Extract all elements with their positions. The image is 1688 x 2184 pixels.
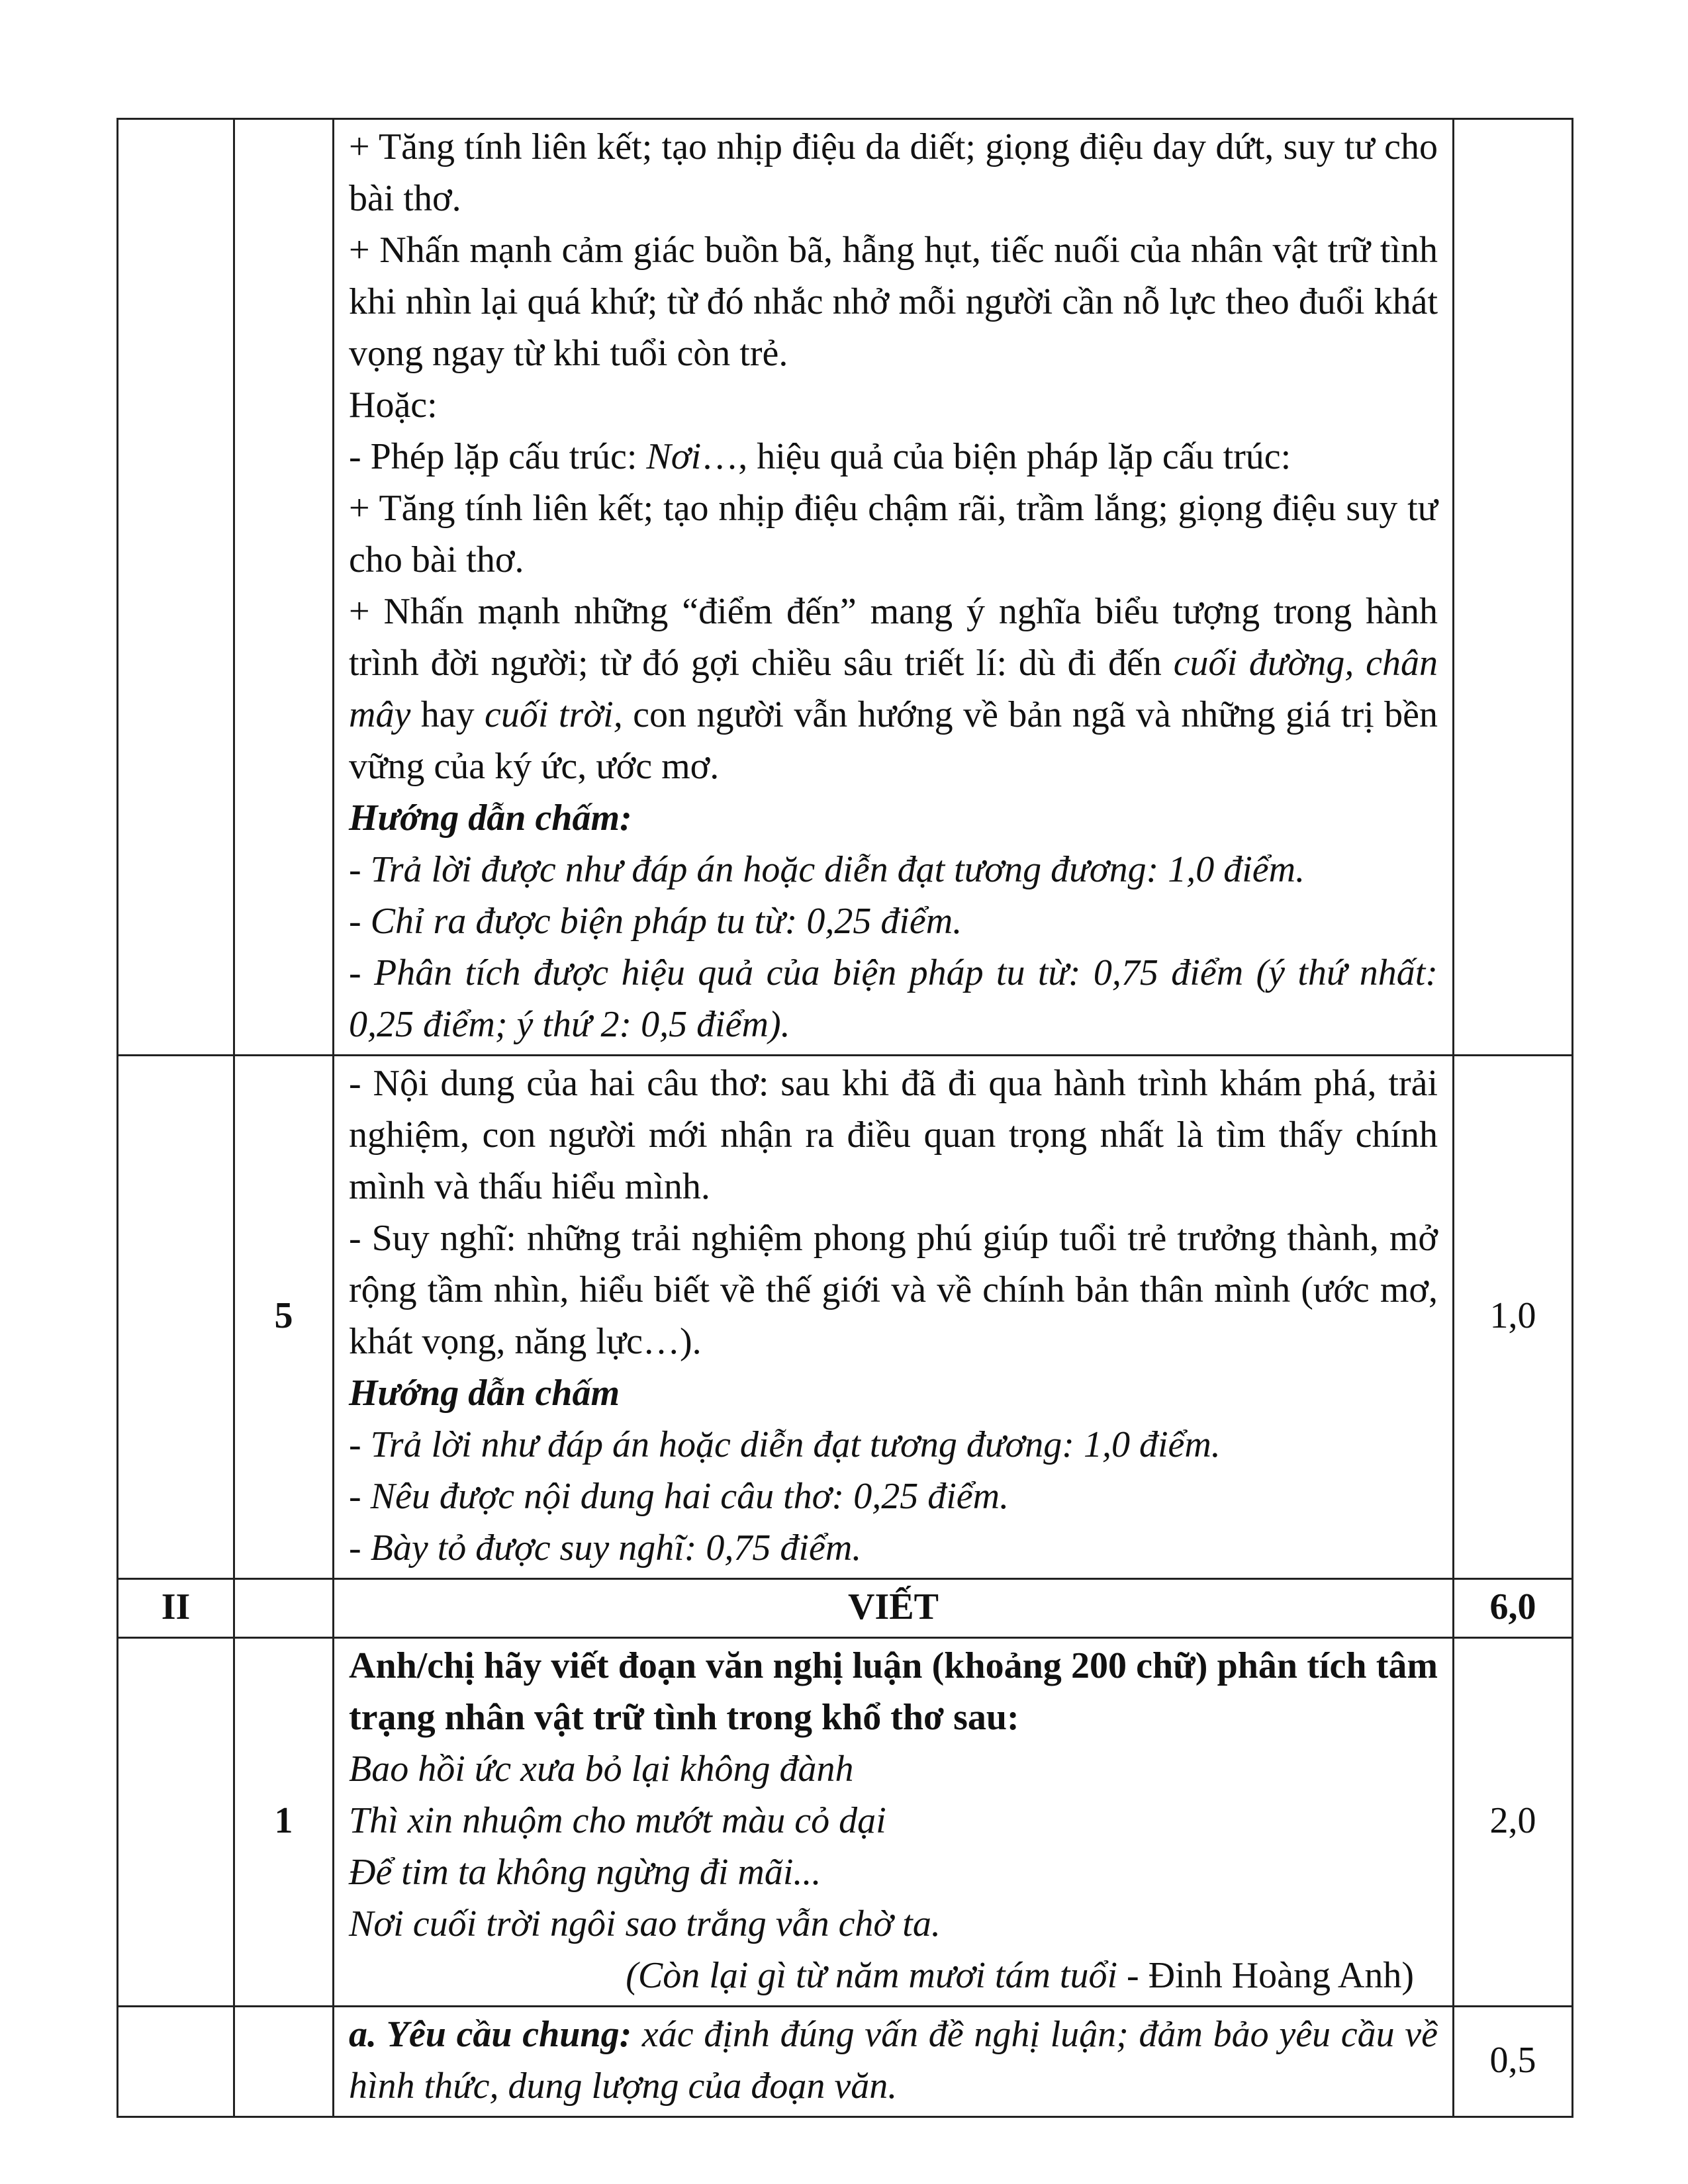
question-number-cell: 1: [234, 1638, 334, 2007]
score-cell: 0,5: [1454, 2007, 1573, 2117]
section-cell: [118, 1056, 234, 1579]
grading-guide-line: - Chỉ ra được biện pháp tu từ: 0,25 điểm.: [349, 901, 962, 942]
text-run: hay: [410, 694, 485, 735]
text-run: con người vẫn hướng về bản ngã và những giá trị bền vững của ký ức, ước mơ.: [349, 694, 1438, 787]
question-number-cell: [234, 1579, 334, 1638]
requirement-cell: [334, 2007, 1454, 2117]
poem-line: Bao hồi ức xưa bỏ lại không đành: [349, 1749, 854, 1790]
grading-guide-line: - Nêu được nội dung hai câu thơ: 0,25 điểm.: [349, 1476, 1009, 1517]
italic-run: Nơi: [646, 436, 702, 477]
section-cell: [118, 119, 234, 1056]
text-run: …, hiệu quả của biện pháp lặp cấu trúc:: [701, 436, 1291, 477]
grading-guide-title: Hướng dẫn chấm:: [349, 797, 632, 839]
text-run: + Nhấn mạnh những “điểm đến” mang ý nghĩa biểu tượng trong hành trình đời người; từ đó gợi chiều sâu triết lí: dù đi đến: [349, 591, 1438, 684]
question-number-cell: 5: [234, 1056, 334, 1579]
answer-line: [349, 431, 1438, 482]
section-title-cell: VIẾT: [334, 1579, 1454, 1638]
table-row: [118, 1056, 1573, 1579]
table-row: [118, 2007, 1573, 2117]
answer-line: - Suy nghĩ: những trải nghiệm phong phú giúp tuổi trẻ trưởng thành, mở rộng tầm nhìn, hiểu biết về thế giới và về chính bản thân mình (ước mơ, khát vọng, năng lực…).: [349, 1218, 1438, 1362]
answer-line: + Tăng tính liên kết; tạo nhịp điệu da diết; giọng điệu day dứt, suy tư cho bài thơ.: [349, 126, 1438, 219]
answer-line: - Nội dung của hai câu thơ: sau khi đã đi qua hành trình khám phá, trải nghiệm, con người mới nhận ra điều quan trọng nhất là tìm thấy chính mình và thấu hiểu mình.: [349, 1063, 1438, 1207]
answer-line: [349, 586, 1438, 792]
score-cell: 6,0: [1454, 1579, 1573, 1638]
score-cell: [1454, 119, 1573, 1056]
grading-guide-line: - Trả lời được như đáp án hoặc diễn đạt tương đương: 1,0 điểm.: [349, 849, 1305, 890]
question-prompt: Anh/chị hãy viết đoạn văn nghị luận (khoảng 200 chữ) phân tích tâm trạng nhân vật trữ tình trong khổ thơ sau:: [349, 1645, 1438, 1738]
text-run: - Phép lặp cấu trúc:: [349, 436, 647, 477]
score-cell: 1,0: [1454, 1056, 1573, 1579]
italic-run: cuối đường, chân mây: [349, 643, 1438, 735]
answer-content-cell: [334, 119, 1454, 1056]
answer-content-cell: [334, 1056, 1454, 1579]
section-cell: II: [118, 1579, 234, 1638]
poem-line: Để tim ta không ngừng đi mãi...: [349, 1852, 821, 1893]
italic-run: cuối trời,: [485, 694, 623, 735]
section-cell: [118, 1638, 234, 2007]
requirement-label: a. Yêu cầu chung:: [349, 2014, 632, 2055]
citation-author: - Đinh Hoàng Anh): [1117, 1955, 1414, 1996]
requirement-text: xác định đúng vấn đề nghị luận; đảm bảo yêu cầu về hình thức, dung lượng của đoạn văn.: [349, 2014, 1438, 2107]
citation-title: (Còn lại gì từ năm mươi tám tuổi: [626, 1955, 1118, 1996]
table-row: [118, 119, 1573, 1056]
poem-citation: [349, 1950, 1438, 2001]
score-cell: 2,0: [1454, 1638, 1573, 2007]
grading-table: [117, 118, 1573, 2118]
table-row: [118, 1579, 1573, 1638]
grading-guide-line: - Phân tích được hiệu quả của biện pháp tu từ: 0,75 điểm (ý thứ nhất: 0,25 điểm; ý thứ 2: 0,5 điểm).: [349, 952, 1438, 1045]
question-number-cell: [234, 119, 334, 1056]
poem-line: Thì xin nhuộm cho mướt màu cỏ dại: [349, 1800, 886, 1841]
grading-guide-line: - Trả lời như đáp án hoặc diễn đạt tương đương: 1,0 điểm.: [349, 1424, 1221, 1465]
poem-line: Nơi cuối trời ngôi sao trắng vẫn chờ ta.: [349, 1903, 941, 1944]
question-prompt-cell: [334, 1638, 1454, 2007]
requirement-line: [349, 2009, 1438, 2112]
grading-guide-line: - Bày tỏ được suy nghĩ: 0,75 điểm.: [349, 1527, 862, 1569]
grading-guide-title: Hướng dẫn chấm: [349, 1373, 620, 1414]
question-number-cell: [234, 2007, 334, 2117]
section-cell: [118, 2007, 234, 2117]
answer-line: Hoặc:: [349, 385, 438, 426]
answer-line: + Tăng tính liên kết; tạo nhịp điệu chậm rãi, trầm lắng; giọng điệu suy tư cho bài thơ.: [349, 488, 1438, 580]
table-row: [118, 1638, 1573, 2007]
answer-line: + Nhấn mạnh cảm giác buồn bã, hẫng hụt, tiếc nuối của nhân vật trữ tình khi nhìn lại quá khứ; từ đó nhắc nhở mỗi người cần nỗ lực theo đuổi khát vọng ngay từ khi tuổi còn trẻ.: [349, 230, 1438, 374]
